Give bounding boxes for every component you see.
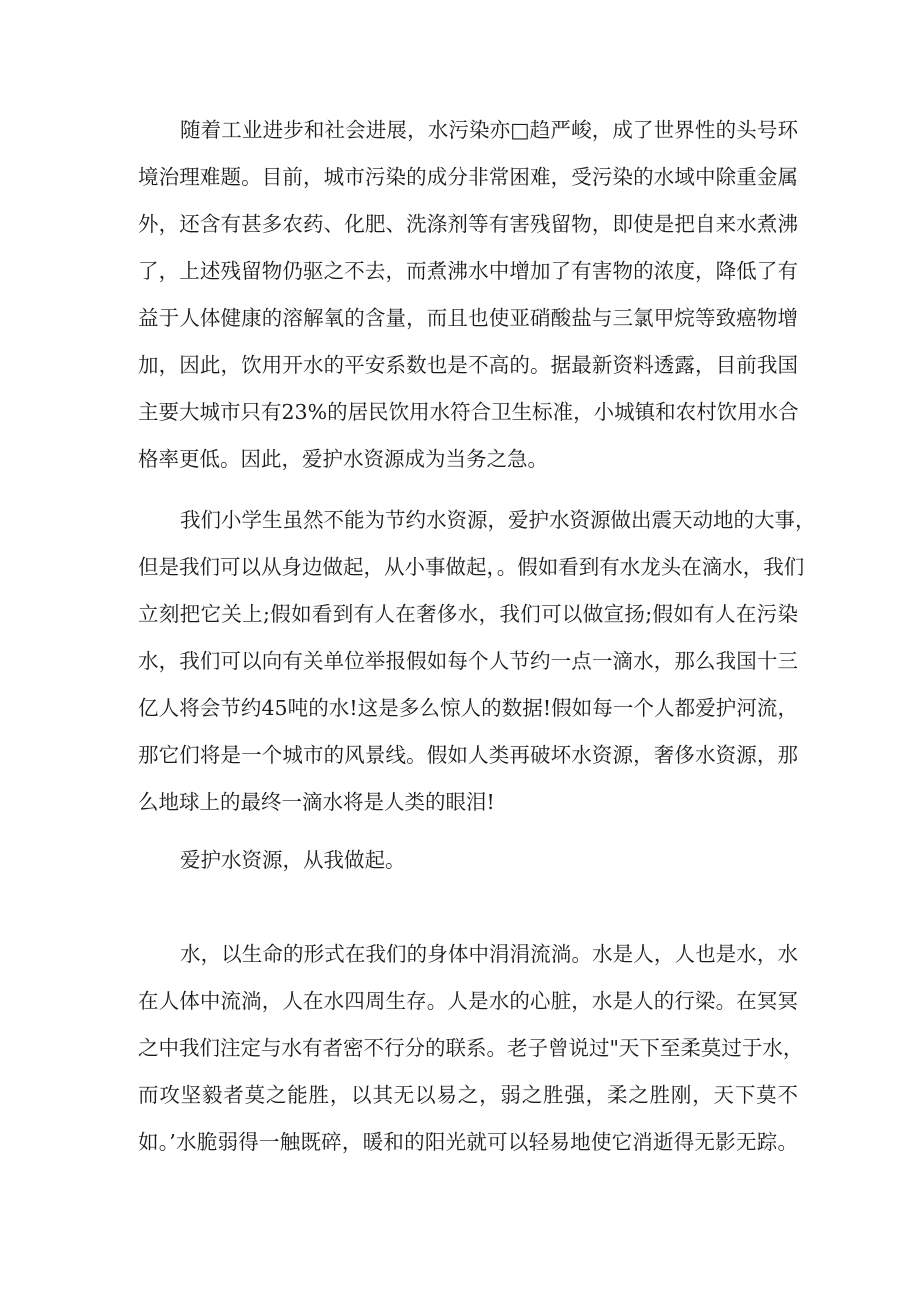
paragraph-4-line-4: 而攻坚毅者莫之能胜，以其无以易之，弱之胜强，柔之胜刚，天下莫不 (138, 1083, 798, 1107)
paragraph-2-line-5: 亿人将会节约45吨的水!这是多么惊人的数据!假如每一个人都爱护河流， (138, 696, 798, 720)
paragraph-1-line-6: 加，因此，饮用开水的平安系数也是不高的。据最新资料透露，目前我国 (138, 353, 798, 377)
paragraph-1-line-2: 境治理难题。目前，城市污染的成分非常困难，受污染的水域中除重金属 (138, 165, 798, 189)
paragraph-2-line-6: 那它们将是一个城市的风景线。假如人类再破坏水资源，奢侈水资源，那 (138, 743, 798, 767)
paragraph-4-line-3: 之中我们注定与水有者密不行分的联系。老子曾说过"天下至柔莫过于水， (138, 1036, 804, 1060)
paragraph-1-line-3: 外，还含有甚多农药、化肥、洗涤剂等有害残留物，即使是把自来水煮沸 (138, 212, 798, 236)
paragraph-4-line-5: 如。’水脆弱得一触既碎，暖和的阳光就可以轻易地使它消逝得无影无踪。 (138, 1130, 798, 1154)
paragraph-4-line-1: 水，以生命的形式在我们的身体中涓涓流淌。水是人，人也是水，水 (180, 942, 798, 966)
paragraph-2-line-7: 么地球上的最终一滴水将是人类的眼泪! (138, 790, 495, 814)
paragraph-1-line-5: 益于人体健康的溶解氧的含量，而且也使亚硝酸盐与三氯甲烷等致癌物增 (138, 306, 798, 330)
paragraph-4-line-2: 在人体中流淌，人在水四周生存。人是水的心脏，水是人的行梁。在冥冥 (138, 989, 798, 1013)
paragraph-3-line-1: 爱护水资源，从我做起。 (180, 848, 406, 872)
paragraph-1-line-4: 了，上述残留物仍驱之不去，而煮沸水中增加了有害物的浓度，降低了有 (138, 259, 798, 283)
paragraph-1-line-8: 格率更低。因此，爱护水资源成为当务之急。 (138, 447, 548, 471)
paragraph-2-line-3: 立刻把它关上;假如看到有人在奢侈水，我们可以做宣扬;假如有人在污染 (138, 602, 798, 626)
paragraph-2-line-4: 水，我们可以向有关单位举报假如每个人节约一点一滴水，那么我国十三 (138, 649, 798, 673)
paragraph-1-line-1: 随着工业进步和社会进展，水污染亦□趋严峻，成了世界性的头号环 (180, 118, 798, 142)
paragraph-1-line-7: 主要大城市只有23%的居民饮用水符合卫生标准，小城镇和农村饮用水合 (138, 400, 799, 424)
paragraph-2-line-2: 但是我们可以从身边做起，从小事做起，。假如看到有水龙头在滴水，我们 (138, 555, 805, 579)
paragraph-2-line-1: 我们小学生虽然不能为节约水资源，爱护水资源做出震天动地的大事， (180, 508, 816, 532)
